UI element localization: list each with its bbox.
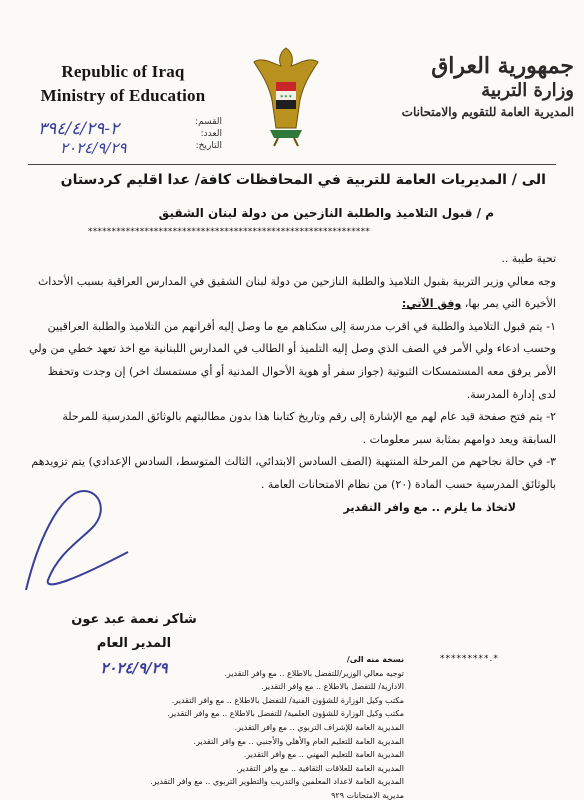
number-label: العدد:	[200, 129, 222, 139]
intro-paragraph: وجه معالي وزير التربية بقبول التلاميذ والطلبة النازحين من دولة لبنان الشقيق في المدارس العراقية بسبب الأحداث الأخيرة التي يمر بها، وفق الآتي:	[37, 274, 556, 311]
addressee-line: الى / المديريات العامة للتربية في المحافظات كافة/ عدا اقليم كردستان	[60, 172, 546, 188]
handwritten-number: ٢-٣٩٤/٤/٢٩	[38, 119, 120, 139]
handwritten-signature	[18, 480, 138, 600]
separator-stars: ************************************************************	[88, 227, 370, 237]
point-3: ٣- في حالة نجاحهم من المرحلة المنتهية (الصف السادس الابتدائي، الثالث المتوسط، السادس الإعدادي) يتم تزويدهم بالوثائق المدرسية حسب المادة (٢٠) من نظام الامتحانات العامة .	[31, 455, 556, 491]
cc-item: المديرية العامة لاعداد المعلمين والتدريب والتطوير التربوي .. مع وافر التقدير.	[150, 777, 404, 787]
cc-item: المديرية العامة للعلاقات الثقافية .. مع وافر التقدير.	[235, 763, 404, 773]
country-name-english: Republic of Iraq	[61, 62, 185, 81]
arabic-letterhead	[374, 52, 574, 122]
signature-date: ٢٠٢٤/٩/٢٩	[100, 659, 168, 677]
country-name-arabic: جمهورية العراق	[431, 53, 574, 79]
section-label: القسم:	[195, 117, 222, 127]
cc-item: مكتب وكيل الوزارة للشؤون العلمية/ للتفضل بالاطلاع .. مع وافر التقدير.	[167, 709, 404, 719]
intro-tail: وفق الآتي:	[401, 297, 462, 311]
cc-item: المديرية العامة للتعليم المهني .. مع وافر التقدير.	[243, 750, 404, 760]
subject-line: م / قبول التلاميذ والطلبة النازحين من دولة لبنان الشقيق	[158, 206, 494, 220]
svg-text:✶✶✶: ✶✶✶	[279, 94, 293, 100]
closing-line: لاتخاذ ما يلزم .. مع وافر التقدير	[343, 500, 516, 514]
header-divider	[28, 164, 556, 165]
cc-item: مديرية الامتحانات ٩٢٩	[331, 790, 404, 800]
date-label: التاريخ:	[195, 141, 222, 151]
copies-to-list	[0, 653, 404, 800]
cc-heading: نسخة منه الى/	[346, 655, 404, 664]
directorate-name-arabic: المديرية العامة للتقويم والامتحانات	[401, 105, 574, 119]
point-2: ٢- يتم فتح صفحة قيد عام لهم مع الإشارة إلى رقم وتاريخ كتابنا هذا بدون مطالبتهم بالوثائق المدرسية للمرحلة السابقة ويعد دوامهم بمثابة سبر معلومات .	[62, 410, 556, 446]
cc-item: الادارية/ للتفضل بالاطلاع .. مع وافر التقدير.	[260, 682, 404, 692]
masked-line: *********.*	[440, 654, 499, 664]
point-1: ١- يتم قبول التلاميذ والطلبة في اقرب مدرسة إلى سكناهم مع ما وصل إليه أقرانهم من التلاميذ والطلبة العراقيين وحسب ادعاء ولي الأمر في الصف الذي وصل إليه التلميذ أو الطالب في المدارس اللبنانية مع اخذ تعهد خطي من ولي الأمر يرفق معه المستمسكات الثبوتية (جواز سفر أو هوية الأحوال المدنية أو أي مستمسك اخر) إن وجدت وتحفظ لدى إدارة المدرسة.	[29, 319, 556, 401]
cc-item: مكتب وكيل الوزارة للشؤون الفنية/ للتفضل بالاطلاع .. مع وافر التقدير.	[171, 695, 404, 705]
handwritten-date: ٢٠٢٤/٩/٢٩	[60, 139, 127, 157]
cc-item: المديرية العامة للتعليم العام والأهلي والأجنبي .. مع وافر التقدير.	[193, 736, 404, 746]
reference-block	[28, 117, 228, 162]
signatory-title: المدير العام	[96, 636, 172, 651]
cc-item: توجيه معالي الوزير/للتفضل بالاطلاع .. مع وافر التقدير.	[224, 668, 404, 678]
english-letterhead	[28, 60, 218, 108]
greeting: تحية طيبة ..	[501, 252, 556, 265]
letter-body	[28, 248, 556, 519]
cc-item: المديرية العامة للإشراف التربوي .. مع وافر التقدير.	[234, 722, 404, 732]
signatory-name: شاكر نعمة عبد عون	[71, 612, 197, 627]
ministry-name-english: Ministry of Education	[40, 86, 206, 105]
iraq-eagle-emblem-icon	[252, 42, 320, 152]
ministry-name-arabic: وزارة التربية	[481, 80, 574, 101]
